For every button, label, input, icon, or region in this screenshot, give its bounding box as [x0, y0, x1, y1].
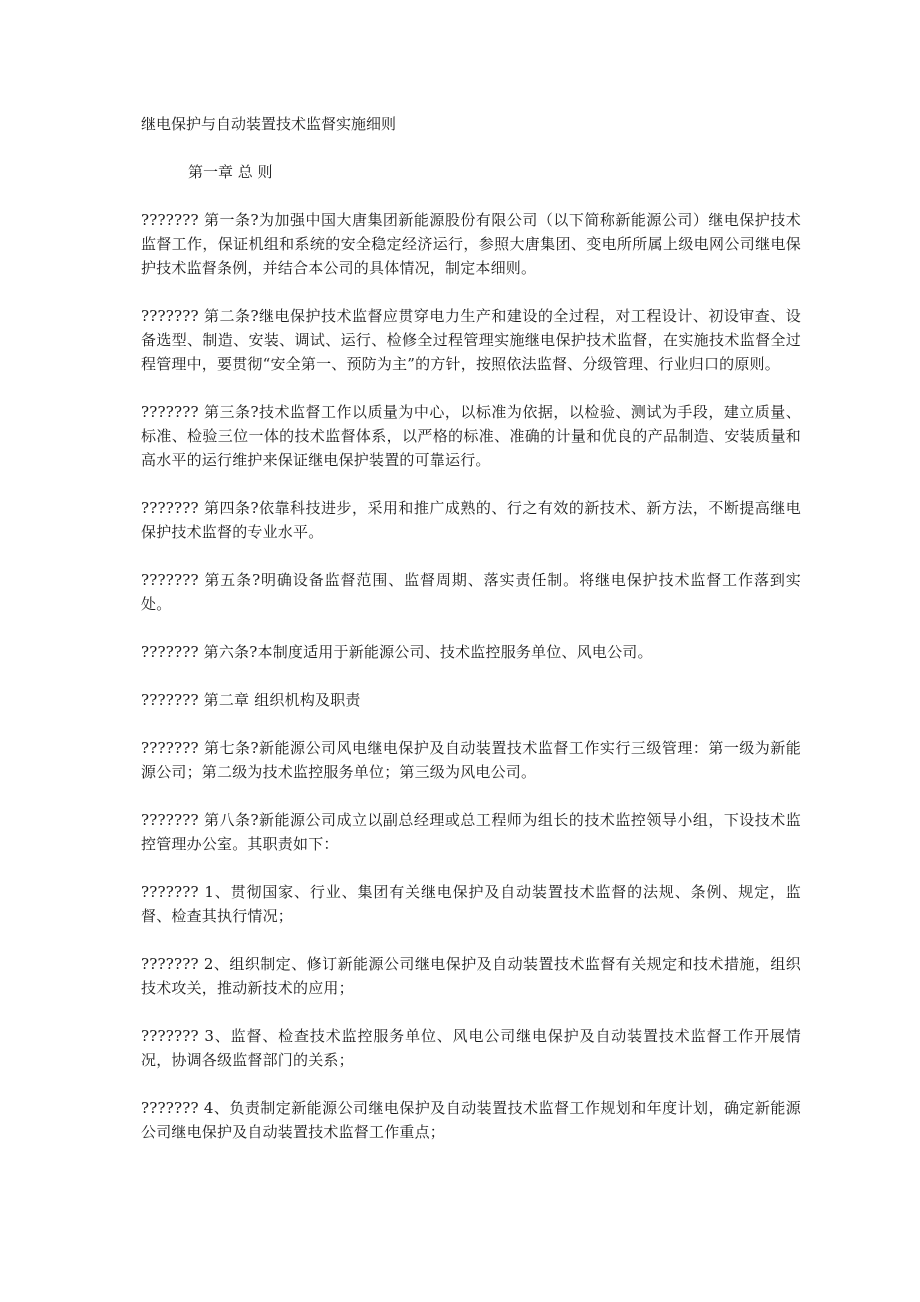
- paragraph-article-1: ??????? 第一条?为加强中国大唐集团新能源股份有限公司（以下简称新能源公司）继电保护技术监督工作，保证机组和系统的安全稳定经济运行，参照大唐集团、变电所所属上级电网公司继电保护技术监督条例，并结合本公司的具体情况，制定本细则。: [141, 211, 801, 277]
- document-page: [141, 112, 801, 1144]
- list-item-1: ??????? 1、贯彻国家、行业、集团有关继电保护及自动装置技术监督的法规、条例、规定，监督、检查其执行情况；: [141, 883, 801, 925]
- paragraph-article-7: ??????? 第七条?新能源公司风电继电保护及自动装置技术监督工作实行三级管理：第一级为新能源公司；第二级为技术监控服务单位；第三级为风电公司。: [141, 739, 801, 781]
- paragraph-article-8: ??????? 第八条?新能源公司成立以副总经理或总工程师为组长的技术监控领导小组，下设技术监控管理办公室。其职责如下：: [141, 811, 801, 853]
- chapter-heading: 第一章 总 则: [188, 163, 273, 181]
- chapter-2-heading: ??????? 第二章 组织机构及职责: [141, 691, 361, 709]
- list-item-4: ??????? 4、负责制定新能源公司继电保护及自动装置技术监督工作规划和年度计划，确定新能源公司继电保护及自动装置技术监督工作重点；: [141, 1099, 801, 1141]
- paragraph-article-5: ??????? 第五条?明确设备监督范围、监督周期、落实责任制。将继电保护技术监督工作落到实处。: [141, 571, 801, 613]
- document-title: 继电保护与自动装置技术监督实施细则: [141, 115, 397, 133]
- paragraph-article-4: ??????? 第四条?依靠科技进步，采用和推广成熟的、行之有效的新技术、新方法，不断提高继电保护技术监督的专业水平。: [141, 499, 801, 541]
- paragraph-article-2: ??????? 第二条?继电保护技术监督应贯穿电力生产和建设的全过程，对工程设计、初设审查、设备选型、制造、安装、调试、运行、检修全过程管理实施继电保护技术监督，在实施技术监督全过程管理中，要贯彻“安全第一、预防为主”的方针，按照依法监督、分级管理、行业归口的原则。: [141, 307, 801, 373]
- list-item-2: ??????? 2、组织制定、修订新能源公司继电保护及自动装置技术监督有关规定和技术措施，组织技术攻关，推动新技术的应用；: [141, 955, 801, 997]
- paragraph-article-6: ??????? 第六条?本制度适用于新能源公司、技术监控服务单位、风电公司。: [141, 643, 653, 661]
- paragraph-article-3: ??????? 第三条?技术监督工作以质量为中心，以标准为依据，以检验、测试为手段，建立质量、标准、检验三位一体的技术监督体系，以严格的标准、准确的计量和优良的产品制造、安装质量和高水平的运行维护来保证继电保护装置的可靠运行。: [141, 403, 801, 469]
- list-item-3: ??????? 3、监督、检查技术监控服务单位、风电公司继电保护及自动装置技术监督工作开展情况，协调各级监督部门的关系；: [141, 1027, 801, 1069]
